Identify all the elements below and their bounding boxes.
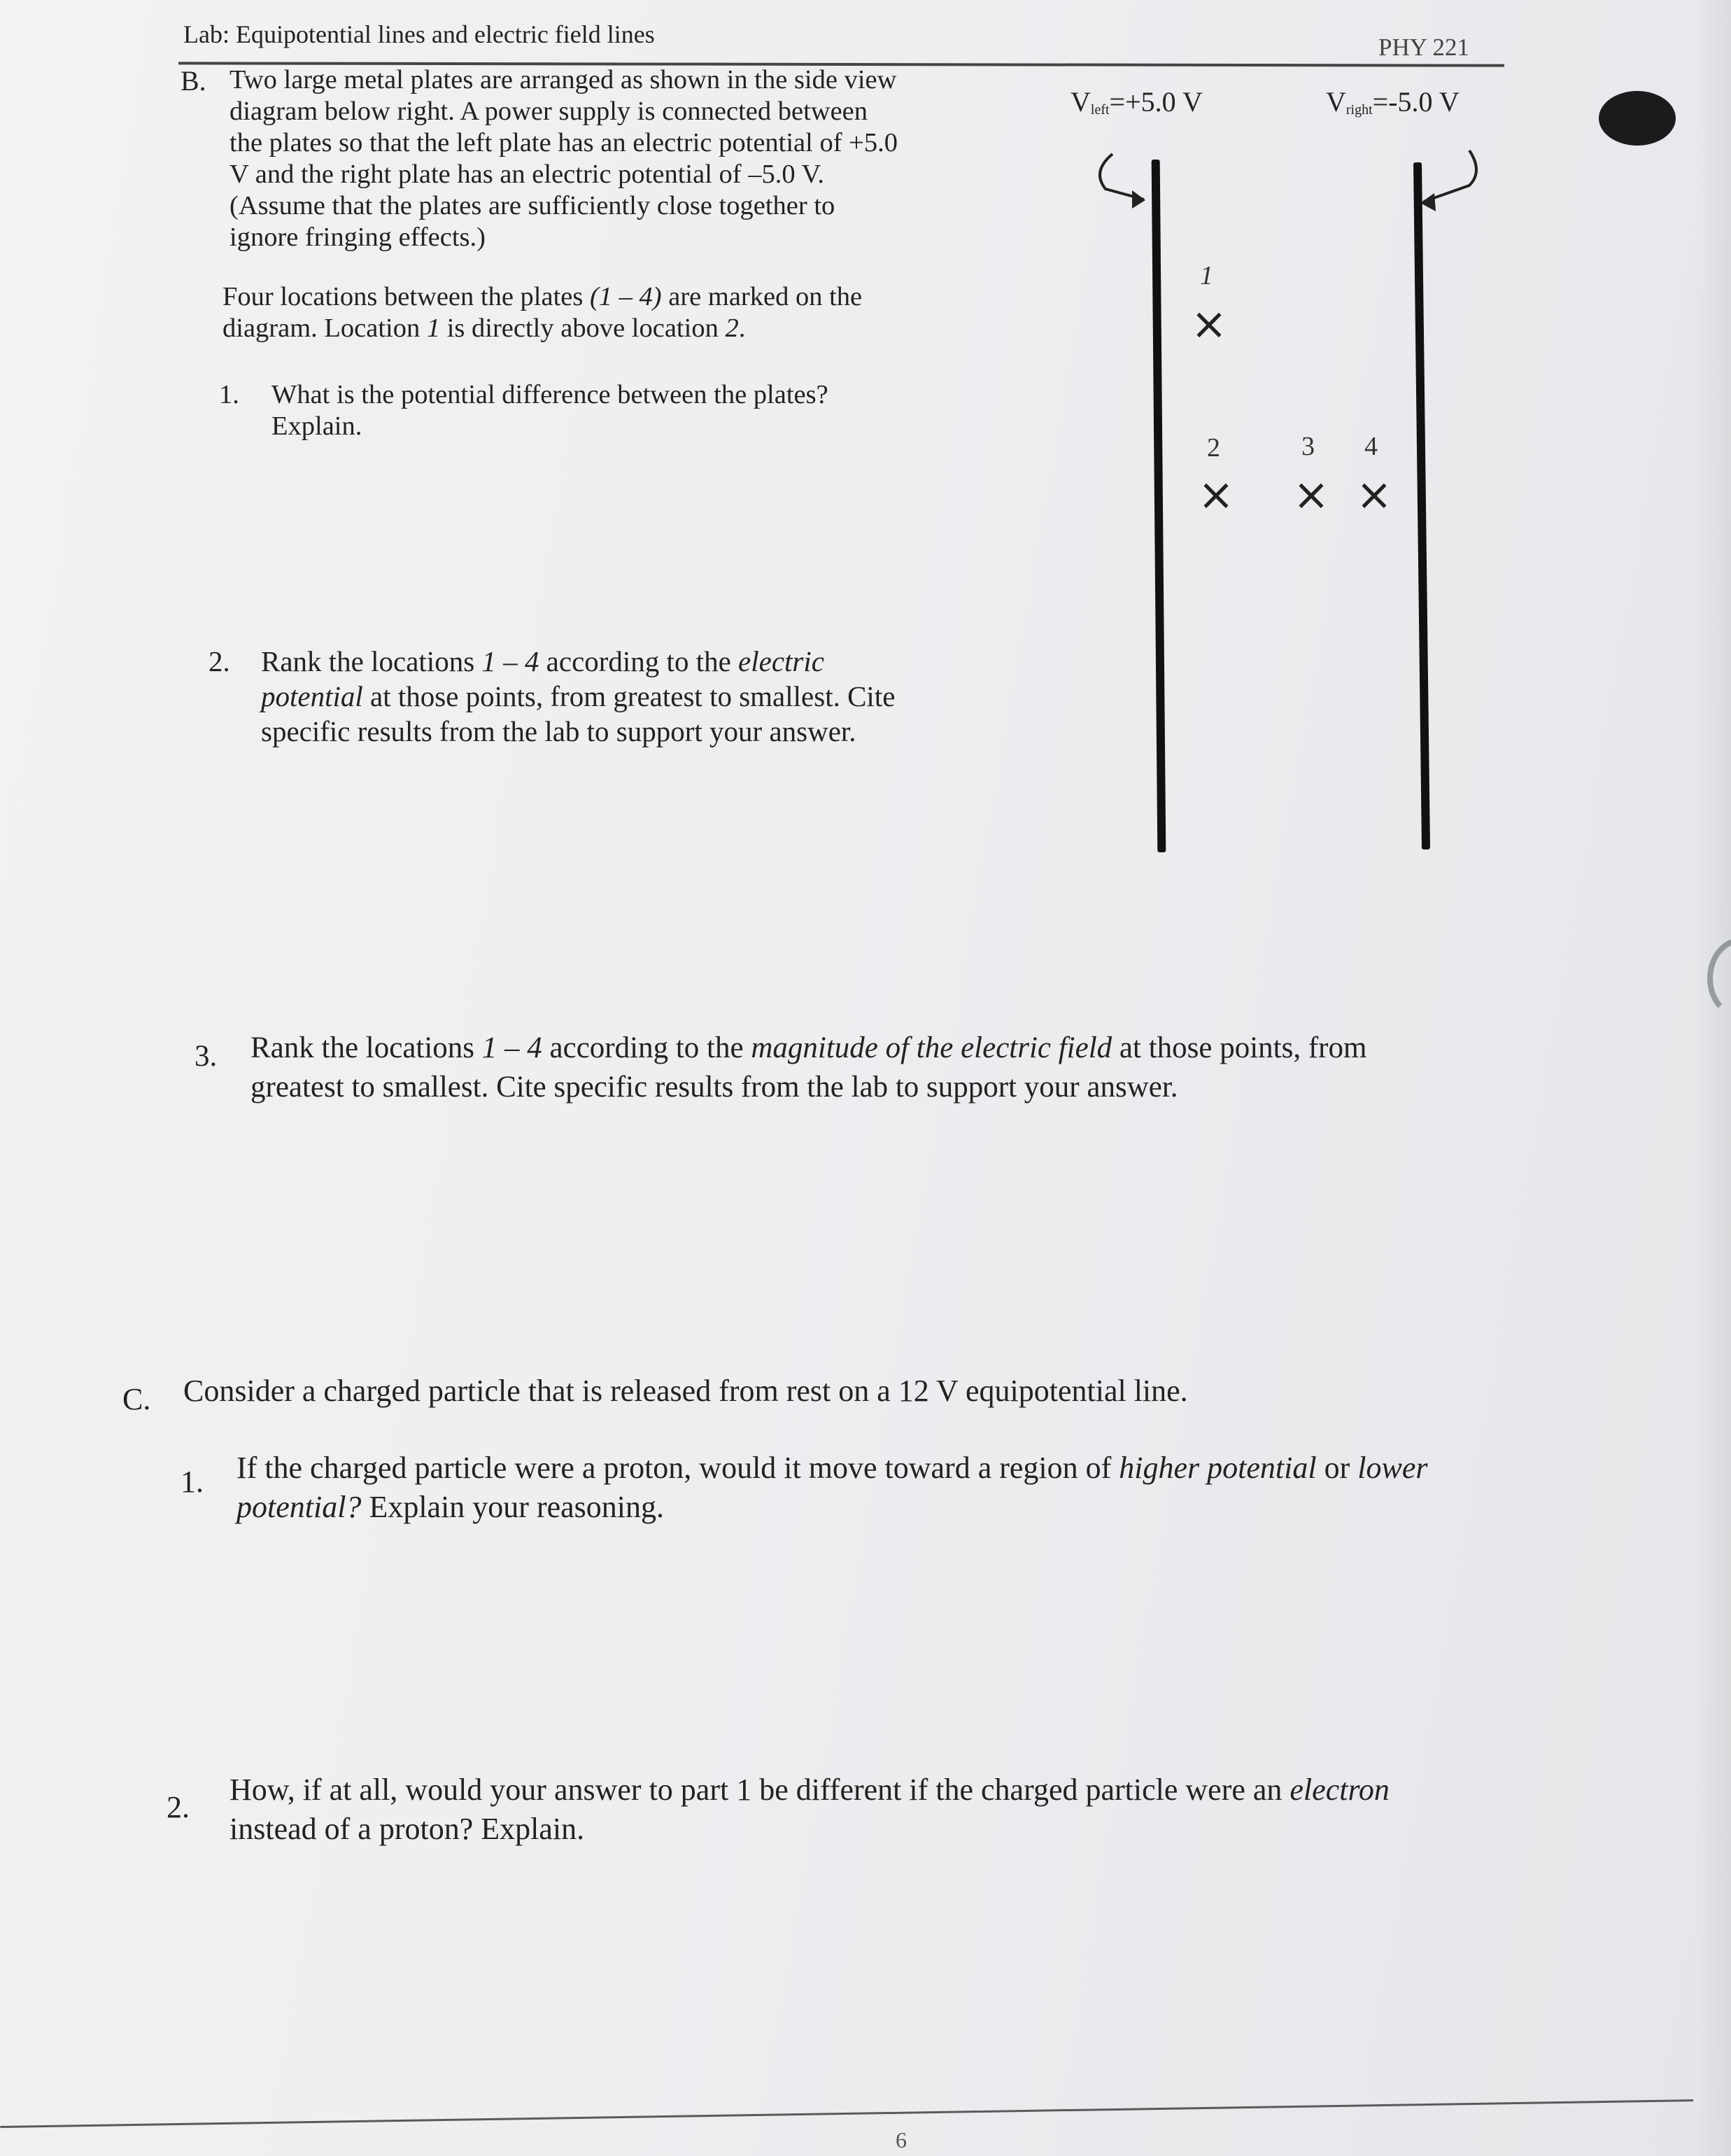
location-1-marker: × [1191, 298, 1227, 349]
right-curved-arrow [1420, 150, 1476, 211]
location-3-marker: × [1293, 469, 1329, 520]
left-curved-arrow [1100, 154, 1145, 209]
binder-hole [1599, 91, 1676, 146]
location-4-marker: × [1356, 469, 1392, 520]
section-b-intro: Two large metal plates are arranged as shown in the side view diagram below right. A power supply is connected between the plates so that the left plate has an electric potential of +5.0 V and the right plate has an electric potential of –5.0 V. (Assume that the plates are sufficiently close together to ignore fringing effects.) [229, 65, 898, 252]
v-right-label: $V_{right}=-5.0$ V [1326, 86, 1460, 118]
course-code: PHY 221 [1378, 34, 1469, 61]
section-c-intro: Consider a charged particle that is released from rest on a 12 V equipotential line. [183, 1374, 1188, 1408]
question-c2-number: 2. [167, 1790, 190, 1824]
question-c1: If the charged particle were a proton, would it move toward a region of higher potential or lower potential? Explain your reasoning. [236, 1451, 1428, 1524]
right-plate [1413, 162, 1430, 850]
question-c2: How, if at all, would your answer to part 1 be different if the charged particle were an electron instead of a proton? Explain. [229, 1773, 1390, 1846]
question-b1: What is the potential difference between the plates? Explain. [271, 380, 828, 441]
question-b3: Rank the locations 1 – 4 according to the magnitude of the electric field at those points, from greatest to smallest. Cite specific results from the lab to support your answer. [250, 1031, 1367, 1104]
page-number: 6 [896, 2127, 907, 2153]
v-left-label: $V_{left}=+5.0$ V [1071, 86, 1203, 118]
lab-title: Lab: Equipotential lines and electric field lines [183, 20, 655, 48]
section-b-letter: B. [181, 65, 206, 97]
location-2-marker: × [1198, 469, 1234, 520]
question-b3-number: 3. [195, 1040, 218, 1073]
left-plate [1152, 160, 1166, 852]
location-3-label: 3 [1301, 432, 1315, 461]
page-shadow [1693, 0, 1731, 2156]
section-c-letter: C. [122, 1382, 151, 1416]
question-c1-number: 1. [181, 1465, 204, 1499]
location-4-label: 4 [1364, 432, 1378, 461]
location-1-label: 1 [1200, 261, 1213, 290]
location-2-label: 2 [1207, 433, 1220, 463]
question-b2-number: 2. [209, 645, 230, 677]
question-b1-number: 1. [219, 380, 239, 409]
locations-note: Four locations between the plates (1 – 4) are marked on the diagram. Location 1 is directly above location 2. [222, 282, 863, 343]
plate-connection-arrows [1078, 140, 1497, 224]
question-b2: Rank the locations 1 – 4 according to the electric potential at those points, from greatest to smallest. Cite specific results from the lab to support your answer. [261, 645, 896, 747]
page-bottom-edge [0, 2099, 1693, 2128]
